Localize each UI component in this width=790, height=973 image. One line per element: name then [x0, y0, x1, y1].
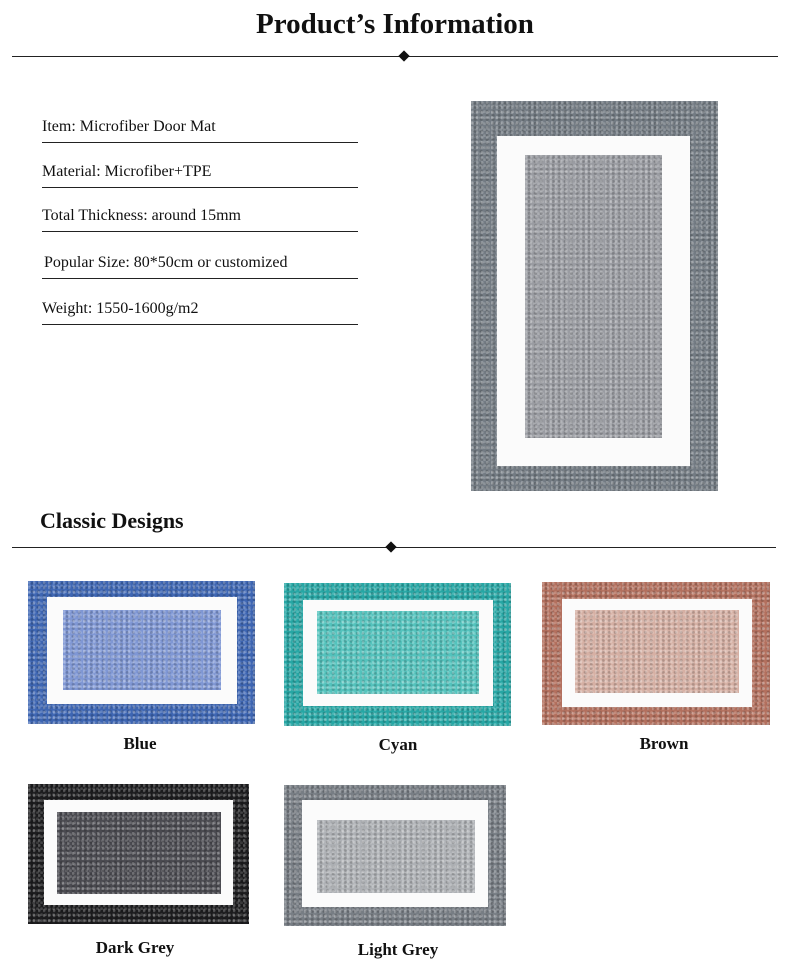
- title-divider: [12, 56, 778, 57]
- design-image-blue: [28, 581, 255, 724]
- mat-center: [63, 610, 221, 690]
- mat-center: [525, 155, 662, 438]
- design-image-brown: [542, 582, 770, 725]
- design-label-blue: Blue: [123, 734, 157, 753]
- design-image-dark-grey: [28, 784, 249, 924]
- design-image-light-grey: [284, 785, 506, 926]
- mat-center: [317, 611, 479, 694]
- section-heading: Classic Designs: [40, 508, 184, 533]
- design-image-cyan: [284, 583, 511, 726]
- spec-weight: Weight: 1550-1600g/m2: [42, 300, 358, 325]
- design-label-brown: Brown: [639, 734, 689, 753]
- mat-center: [317, 820, 475, 893]
- spec-material: Material: Microfiber+TPE: [42, 163, 358, 188]
- divider-diamond-icon: [398, 50, 409, 61]
- spec-size: Popular Size: 80*50cm or customized: [42, 254, 358, 279]
- design-label-dark-grey: Dark Grey: [95, 938, 175, 957]
- spec-item: Item: Microfiber Door Mat: [42, 118, 358, 143]
- design-label-light-grey: Light Grey: [357, 940, 439, 959]
- divider-diamond-icon: [385, 541, 396, 552]
- page-title: Product’s Information: [256, 8, 534, 40]
- spec-thickness: Total Thickness: around 15mm: [42, 207, 358, 232]
- main-product-image: [471, 101, 718, 491]
- mat-center: [57, 812, 221, 894]
- design-label-cyan: Cyan: [378, 735, 418, 754]
- mat-center: [575, 610, 739, 693]
